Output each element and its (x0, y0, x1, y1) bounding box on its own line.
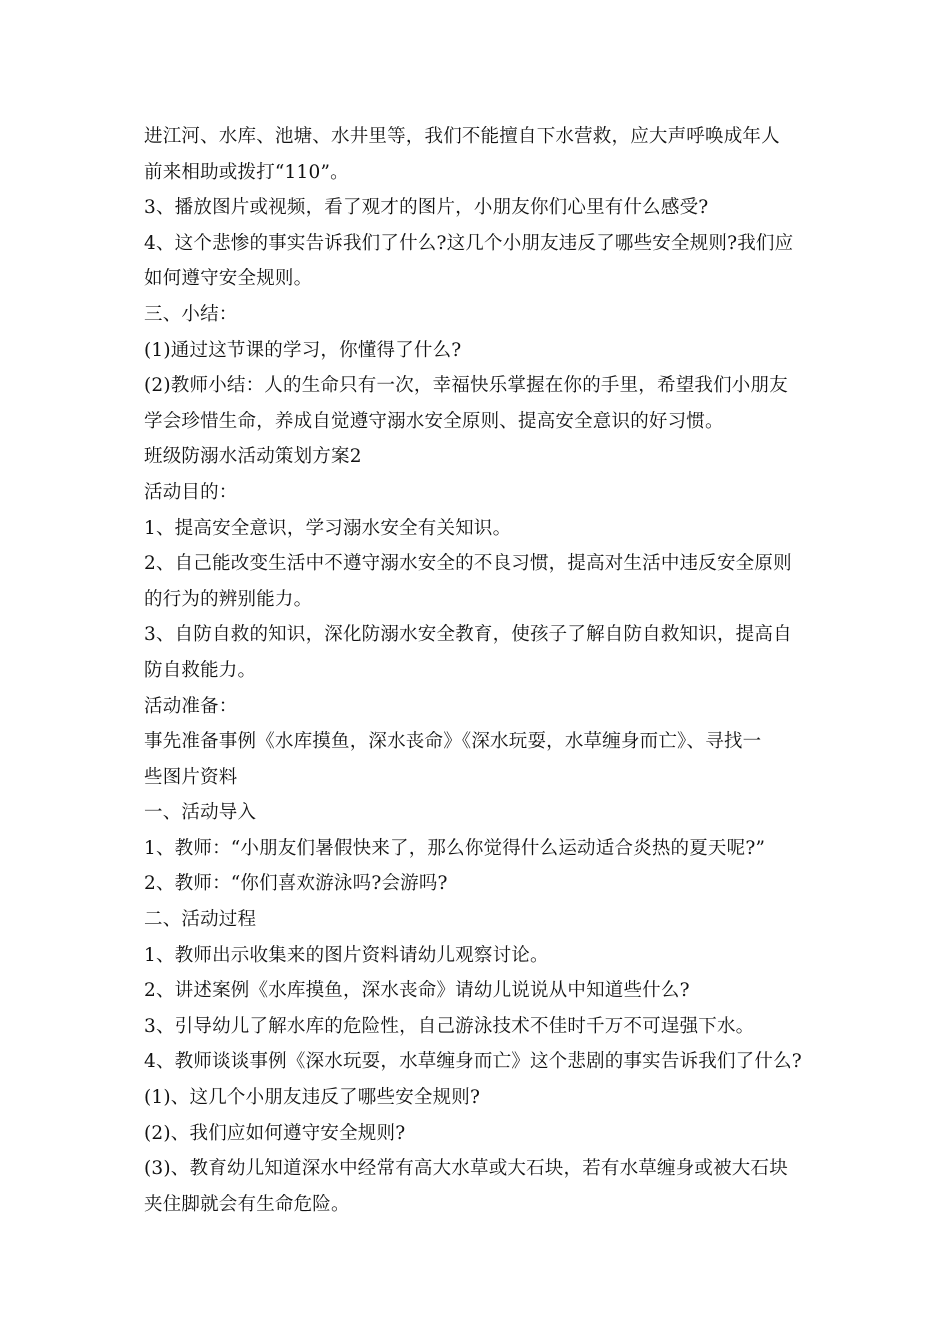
text-line: 4、这个悲惨的事实告诉我们了什么?这几个小朋友违反了哪些安全规则?我们应 (144, 232, 794, 254)
text-line: 进江河、水库、池塘、水井里等，我们不能擅自下水营救，应大声呼唤成年人 (144, 126, 780, 147)
text-line: 1、教师出示收集来的图片资料请幼儿观察讨论。 (144, 944, 549, 966)
text-line: 1、提高安全意识，学习溺水安全有关知识。 (144, 517, 512, 539)
text-line: 1、教师：“小朋友们暑假快来了，那么你觉得什么运动适合炎热的夏天呢?” (144, 837, 766, 859)
text-line: 3、播放图片或视频，看了观才的图片，小朋友你们心里有什么感受? (144, 197, 709, 219)
text-line: 事先准备事例《水库摸鱼，深水丧命》《深水玩耍，水草缠身而亡》、寻找一 (144, 731, 762, 753)
text-line: (2)、我们应如何遵守安全规则? (144, 1122, 406, 1144)
text-line: 些图片资料 (144, 766, 238, 788)
text-line: (2)教师小结：人的生命只有一次，幸福快乐掌握在你的手里，希望我们小朋友 (144, 375, 788, 397)
text-line: 学会珍惜生命，养成自觉遵守溺水安全原则、提高安全意识的好习惯。 (144, 410, 724, 432)
text-line: 3、引导幼儿了解水库的危险性，自己游泳技术不佳时千万不可逞强下水。 (144, 1015, 755, 1037)
text-line: (1)通过这节课的学习，你懂得了什么? (144, 339, 462, 361)
text-line: 防自救能力。 (144, 659, 257, 681)
text-line: 2、自己能改变生活中不遵守溺水安全的不良习惯，提高对生活中违反安全原则 (144, 553, 792, 575)
document-body (144, 119, 824, 1222)
text-line: 4、教师谈谈事例《深水玩耍，水草缠身而亡》这个悲剧的事实告诉我们了什么? (144, 1051, 802, 1073)
text-line: 如何遵守安全规则。 (144, 268, 313, 290)
text-line: 前来相助或拨打“110”。 (144, 161, 349, 183)
text-line: 2、讲述案例《水库摸鱼，深水丧命》请幼儿说说从中知道些什么? (144, 980, 690, 1002)
text-line: 2、教师：“你们喜欢游泳吗?会游吗? (144, 873, 448, 895)
section-heading: 三、小结： (144, 303, 238, 325)
text-line: (1)、这几个小朋友违反了哪些安全规则? (144, 1087, 481, 1109)
section-heading: 二、活动过程 (144, 909, 257, 931)
text-line: 的行为的辨别能力。 (144, 588, 313, 610)
section-heading: 活动准备： (144, 695, 238, 717)
text-line: 3、自防自救的知识，深化防溺水安全教育，使孩子了解自防自救知识，提高自 (144, 624, 792, 646)
text-line: (3)、教育幼儿知道深水中经常有高大水草或大石块，若有水草缠身或被大石块 (144, 1158, 788, 1180)
document-title: 班级防溺水活动策划方案2 (144, 446, 362, 468)
section-heading: 活动目的： (144, 481, 238, 503)
text-line: 夹住脚就会有生命危险。 (144, 1193, 350, 1215)
section-heading: 一、活动导入 (144, 802, 257, 824)
